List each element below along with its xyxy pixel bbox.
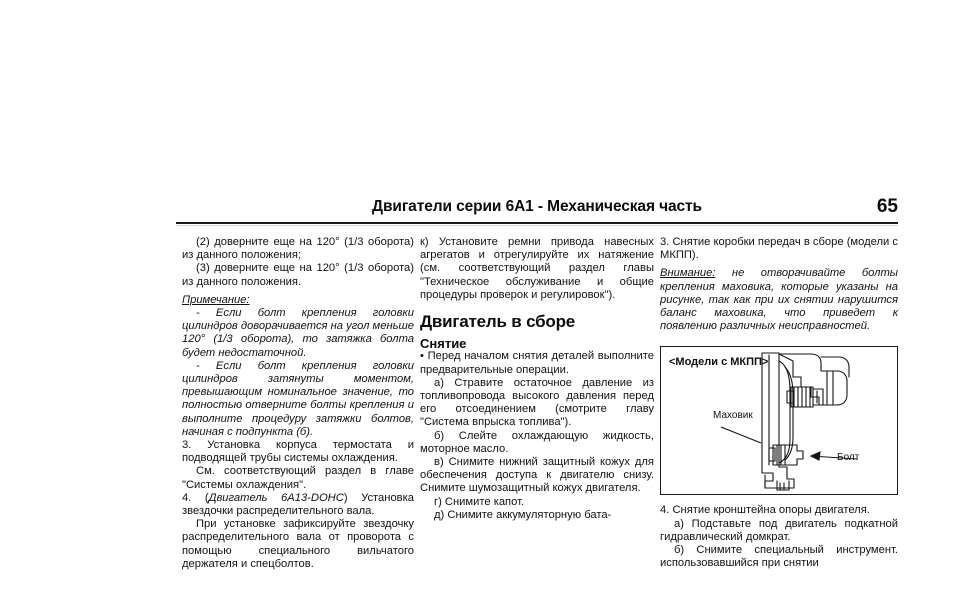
paragraph-item-4-sub-a: а) Подставьте под двигатель подкатной гидравлический домкрат. xyxy=(660,517,898,543)
note-label: Примечание: xyxy=(182,293,250,306)
section-heading-engine-assembly: Двигатель в сборе xyxy=(420,312,576,332)
paragraph-item-3-transmission: 3. Снятие коробки передач в сборе (модели с МКПП). xyxy=(660,236,898,262)
paragraph-step-3: (3) доверните еще на 120° (1/3 оборота) из данного положения. xyxy=(182,262,414,288)
note-heading xyxy=(182,294,414,307)
paragraph-item-3-body: См. соответствующий раздел в главе "Системы охлаждения". xyxy=(182,465,414,491)
figure-caption-models-mt: <Модели с МКПП> xyxy=(669,356,769,369)
item-4-suffix: ) Установка звездочки распределительного вала. xyxy=(182,491,414,518)
figure-label-bolt: Болт xyxy=(837,452,860,464)
item-4-prefix: 4. ( xyxy=(182,491,209,504)
header-rule-shadow xyxy=(176,225,898,226)
paragraph-item-4-body: При установке зафиксируйте звездочку распределительного вала от проворота с помощью специального вильчатого держателя и спецболтов. xyxy=(182,518,414,570)
note-item-1: - Если болт крепления головки цилиндров доворачивается на угол меньше 120° (1/3 оборота), то затяжка болта будет недостаточной. xyxy=(182,307,414,359)
page-header xyxy=(176,198,898,222)
figure-flywheel-bolt xyxy=(660,346,898,495)
paragraph-sub-item-g: г) Снимите капот. xyxy=(434,495,525,508)
sub-heading-removal: Снятие xyxy=(420,336,467,352)
spacer xyxy=(660,495,898,504)
figure-label-flywheel: Маховик xyxy=(713,410,753,422)
header-rule xyxy=(176,222,898,224)
paragraph-bullet-preparation: • Перед началом снятия деталей выполните предварительные операции. xyxy=(420,350,654,376)
page-title: Двигатели серии 6A1 - Механическая часть xyxy=(372,198,702,215)
text-column-right xyxy=(660,236,898,570)
paragraph-step-2: (2) доверните еще на 120° (1/3 оборота) из данного положения; xyxy=(182,236,414,262)
spacer xyxy=(660,333,898,346)
arrow-head-bolt xyxy=(811,452,820,460)
paragraph-sub-item-a: а) Стравите остаточное давление из топливопровода высокого давления перед его отсоединением (смотрите главу "Система впрыска топлива"). xyxy=(420,376,654,429)
paragraph-item-3-title: 3. Установка корпуса термостата и подводящей трубы системы охлаждения. xyxy=(182,439,414,465)
text-column-middle xyxy=(420,236,654,522)
paragraph-sub-item-d: д) Снимите аккумуляторную бата- xyxy=(434,508,612,521)
note-item-2: - Если болт крепления головки цилиндров затянуты моментом, превышающим номинальное значение, то полностью отверните болты крепления и выполните процедуру затяжки болтов, начиная с подпункта (б). xyxy=(182,359,414,438)
paragraph-step-k: к) Установите ремни привода навесных агрегатов и отрегулируйте их натяжение (см. соответствующий раздел главы "Техническое обслуживание и общие процедуры проверок и регулировок"). xyxy=(420,236,654,301)
paragraph-warning xyxy=(660,267,898,333)
paragraph-item-4-mount-bracket: 4. Снятие кронштейна опоры двигателя. xyxy=(660,504,870,517)
text-column-left xyxy=(182,236,414,571)
paragraph-item-4-sub-b: б) Снимите специальный инструмент. использовавшийся при снятии xyxy=(660,544,898,570)
warning-text: не отворачивайте болты крепления маховика, которые указаны на рисунке, так как при их снятии нарушится баланс маховика, что приведет к появлению различных неисправностей. xyxy=(660,267,898,333)
paragraph-sub-item-v: в) Снимите нижний защитный кожух для обеспечения доступа к двигателю снизу. Снимите шумозащитный кожух двигателя. xyxy=(420,456,654,495)
leader-line-flywheel xyxy=(721,427,761,443)
page-number: 65 xyxy=(876,196,898,217)
item-4-engine-name: Двигатель 6A13-DOHC xyxy=(208,491,344,504)
paragraph-item-4-title xyxy=(182,492,414,518)
paragraph-sub-item-b: б) Слейте охлаждающую жидкость, моторное масло. xyxy=(420,429,654,455)
warning-label: Внимание: xyxy=(660,267,716,280)
